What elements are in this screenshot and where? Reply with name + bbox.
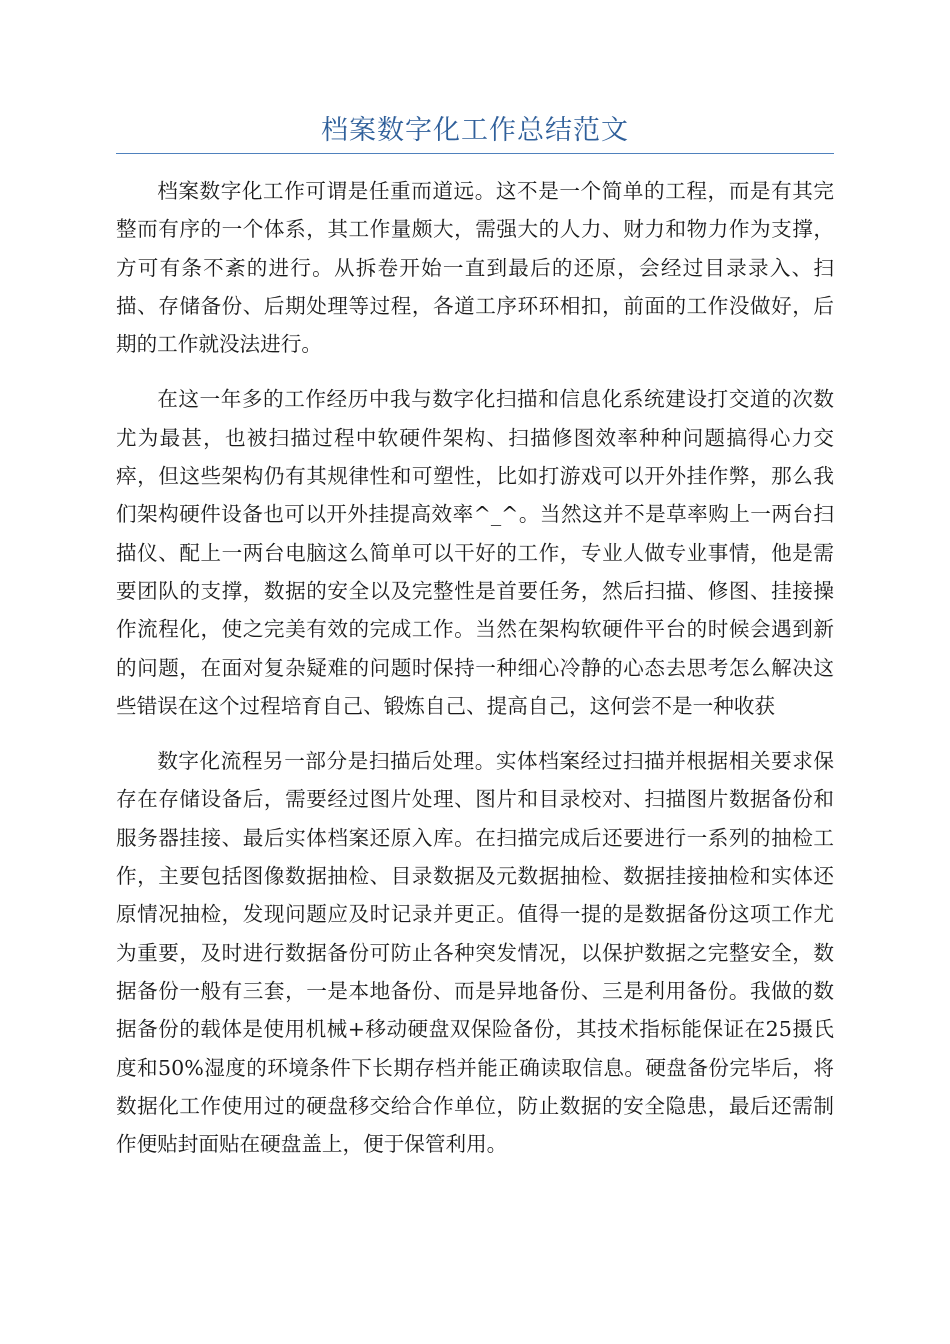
paragraph-2: 在这一年多的工作经历中我与数字化扫描和信息化系统建设打交道的次数尤为最甚，也被扫描过程中软硬件架构、扫描修图效率种种问题搞得心力交瘁，但这些架构仍有其规律性和可塑性，比如打游戏可以开外挂作弊，那么我们架构硬件设备也可以开外挂提高效率^_^。当然这并不是草率购上一两台扫描仪、配上一两台电脑这么简单可以干好的工作，专业人做专业事情，他是需要团队的支撑，数据的安全以及完整性是首要任务，然后扫描、修图、挂接操作流程化，使之完美有效的完成工作。当然在架构软硬件平台的时候会遇到新的问题，在面对复杂疑难的问题时保持一种细心冷静的心态去思考怎么解决这些错误在这个过程培育自己、锻炼自己、提高自己，这何尝不是一种收获 — [116, 387, 834, 718]
page-title: 档案数字化工作总结范文 — [321, 115, 629, 146]
document-body — [116, 172, 834, 1180]
title-underline-divider — [116, 153, 834, 154]
paragraph-3: 数字化流程另一部分是扫描后处理。实体档案经过扫描并根据相关要求保存在存储设备后，需要经过图片处理、图片和目录校对、扫描图片数据备份和服务器挂接、最后实体档案还原入库。在扫描完成后还要进行一系列的抽检工作，主要包括图像数据抽检、目录数据及元数据抽检、数据挂接抽检和实体还原情况抽检，发现问题应及时记录并更正。值得一提的是数据备份这项工作尤为重要，及时进行数据备份可防止各种突发情况，以保护数据之完整安全，数据备份一般有三套，一是本地备份、而是异地备份、三是利用备份。我做的数据备份的载体是使用机械+移动硬盘双保险备份，其技术指标能保证在25摄氏度和50%湿度的环境条件下长期存档并能正确读取信息。硬盘备份完毕后，将数据化工作使用过的硬盘移交给合作单位，防止数据的安全隐患，最后还需制作便贴封面贴在硬盘盖上，便于保管利用。 — [116, 749, 834, 1157]
paragraph-1: 档案数字化工作可谓是任重而道远。这不是一个简单的工程，而是有其完整而有序的一个体系，其工作量颇大，需强大的人力、财力和物力作为支撑，方可有条不紊的进行。从拆卷开始一直到最后的还原，会经过目录录入、扫描、存储备份、后期处理等过程，各道工序环环相扣，前面的工作没做好，后期的工作就没法进行。 — [116, 179, 834, 357]
